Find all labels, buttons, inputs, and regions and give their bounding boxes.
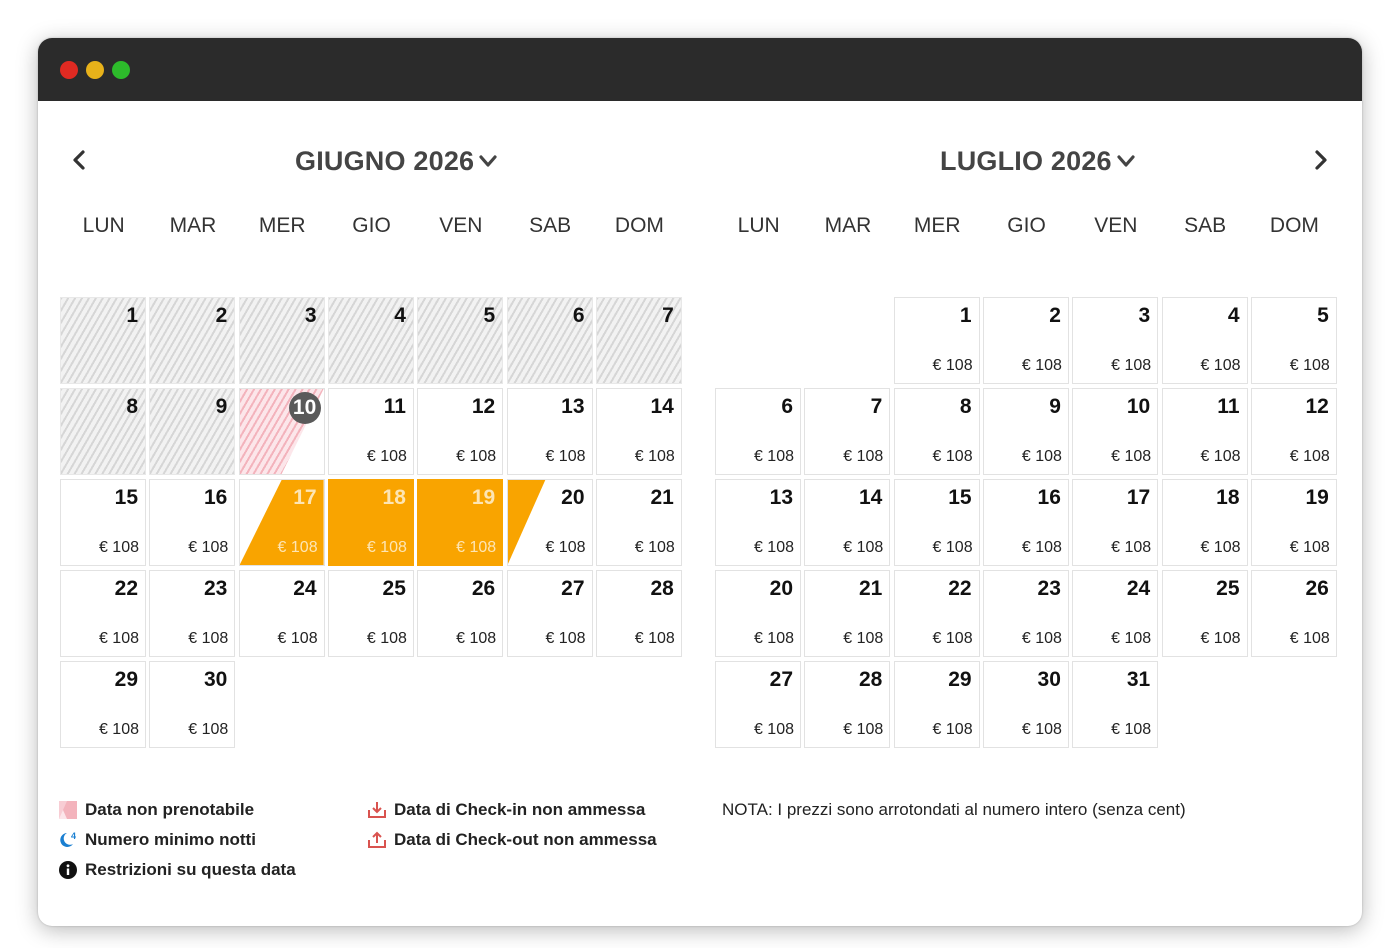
day-price: € 108 — [1289, 448, 1330, 465]
weekday-label: SAB — [1184, 214, 1227, 237]
day-number: 14 — [650, 395, 674, 418]
day-number: 16 — [1037, 486, 1061, 509]
day-cell[interactable] — [328, 297, 414, 384]
day-price: € 108 — [277, 630, 318, 647]
browser-window — [38, 38, 1362, 926]
day-number: 4 — [1227, 304, 1240, 327]
moon-icon — [58, 830, 78, 850]
day-price: € 108 — [1289, 630, 1330, 647]
day-cell[interactable] — [417, 297, 503, 384]
day-number: 24 — [1126, 577, 1151, 600]
day-number: 30 — [1037, 668, 1061, 691]
weekday-label: GIO — [352, 214, 391, 237]
day-number: 29 — [114, 668, 138, 691]
day-number: 21 — [858, 577, 883, 600]
day-number: 23 — [203, 577, 228, 600]
day-cell[interactable] — [1251, 297, 1337, 384]
day-cell[interactable] — [1162, 297, 1248, 384]
day-price: € 108 — [753, 630, 794, 647]
day-cell[interactable] — [894, 570, 980, 657]
legend-no-checkin — [367, 800, 645, 820]
day-cell[interactable] — [715, 388, 801, 475]
weekday-label: DOM — [614, 214, 664, 237]
day-cell[interactable] — [149, 297, 235, 384]
day-cell[interactable] — [983, 388, 1069, 475]
day-cell[interactable] — [804, 661, 890, 748]
month-title: GIUGNO 2026 — [295, 145, 475, 176]
day-number: 15 — [948, 486, 972, 509]
day-price: € 108 — [456, 539, 497, 556]
day-price: € 108 — [277, 539, 318, 556]
month-selector-july[interactable] — [940, 143, 1137, 179]
day-price: € 108 — [1200, 448, 1241, 465]
day-cell[interactable] — [239, 479, 325, 566]
day-price: € 108 — [1200, 357, 1241, 374]
close-window-button[interactable] — [60, 61, 78, 79]
day-number: 19 — [1305, 486, 1329, 509]
not-bookable-swatch-icon — [58, 800, 78, 820]
day-number: 6 — [781, 395, 793, 418]
day-cell[interactable] — [983, 479, 1069, 566]
weekday-label: MAR — [824, 214, 872, 237]
day-number: 12 — [1305, 395, 1329, 418]
day-cell[interactable] — [715, 479, 801, 566]
legend-label: Restrizioni su questa data — [85, 860, 296, 879]
day-price: € 108 — [188, 630, 229, 647]
day-price: € 108 — [545, 539, 586, 556]
day-cell[interactable] — [1251, 388, 1337, 475]
day-price: € 108 — [843, 448, 884, 465]
day-price: € 108 — [188, 539, 229, 556]
day-number: 20 — [561, 486, 585, 509]
day-number: 6 — [572, 304, 585, 327]
day-number: 3 — [1138, 304, 1151, 327]
day-price: € 108 — [634, 448, 675, 465]
day-cell[interactable] — [1072, 479, 1158, 566]
day-price: € 108 — [1111, 357, 1152, 374]
day-cell[interactable] — [596, 388, 682, 475]
info-icon — [58, 860, 78, 880]
weekday-label: SAB — [529, 214, 572, 237]
day-number: 7 — [870, 395, 883, 418]
weekday-header-june — [59, 214, 684, 238]
day-number: 21 — [650, 486, 674, 509]
day-cell[interactable] — [1072, 570, 1158, 657]
day-price: € 108 — [843, 539, 884, 556]
day-number: 8 — [126, 395, 138, 418]
day-cell[interactable] — [894, 388, 980, 475]
checkin-tray-icon — [367, 800, 387, 820]
day-price: € 108 — [98, 630, 139, 647]
day-cell[interactable] — [1072, 297, 1158, 384]
day-price: € 108 — [545, 448, 586, 465]
day-price: € 108 — [1111, 448, 1152, 465]
day-number: 13 — [561, 395, 585, 418]
day-number: 11 — [1217, 395, 1240, 418]
weekday-label: DOM — [1269, 214, 1319, 237]
day-price: € 108 — [545, 630, 586, 647]
month-selector-june[interactable] — [295, 143, 499, 179]
day-cell[interactable] — [596, 297, 682, 384]
day-cell[interactable] — [1072, 388, 1158, 475]
day-cell[interactable] — [804, 479, 890, 566]
price-note: NOTA: I prezzi sono arrotondati al numero intero (senza cent) — [722, 800, 1186, 819]
day-cell[interactable] — [328, 570, 414, 657]
day-number: 25 — [382, 577, 406, 600]
day-number: 1 — [959, 304, 972, 327]
day-cell[interactable] — [894, 661, 980, 748]
day-price: € 108 — [932, 721, 973, 738]
day-number: 1 — [126, 304, 138, 327]
day-cell[interactable] — [804, 570, 890, 657]
day-number: 18 — [1216, 486, 1240, 509]
day-price: € 108 — [1021, 721, 1062, 738]
day-number: 27 — [769, 668, 793, 691]
day-price: € 108 — [98, 539, 139, 556]
day-number: 23 — [1037, 577, 1061, 600]
day-price: € 108 — [366, 448, 407, 465]
day-number: 10 — [1126, 395, 1151, 418]
day-number: 25 — [1216, 577, 1240, 600]
day-number: 19 — [471, 486, 496, 509]
day-cell[interactable] — [1162, 570, 1248, 657]
day-cell[interactable] — [60, 297, 146, 384]
today-marker: 10 — [289, 392, 321, 424]
day-cell[interactable] — [328, 479, 414, 566]
day-cell[interactable] — [1251, 479, 1337, 566]
day-number: 4 — [394, 304, 406, 327]
day-price: € 108 — [843, 721, 884, 738]
day-cell[interactable] — [417, 570, 503, 657]
day-cell[interactable] — [507, 570, 593, 657]
day-cell[interactable] — [239, 297, 325, 384]
day-number: 29 — [948, 668, 972, 691]
weekday-label: VEN — [1094, 214, 1138, 237]
next-month-button[interactable] — [1305, 145, 1335, 175]
window-titlebar — [38, 38, 1362, 101]
day-number: 17 — [1126, 486, 1151, 509]
day-price: € 108 — [1021, 448, 1062, 465]
day-price: € 108 — [1021, 630, 1062, 647]
day-number: 8 — [959, 395, 972, 418]
day-number: 13 — [769, 486, 793, 509]
legend-label: Numero minimo notti — [85, 830, 256, 849]
day-price: € 108 — [1200, 539, 1241, 556]
day-price: € 108 — [456, 630, 497, 647]
legend-restrictions — [58, 860, 296, 880]
weekday-label: MER — [258, 214, 306, 237]
day-price: € 108 — [1200, 630, 1241, 647]
day-cell[interactable] — [507, 297, 593, 384]
day-cell[interactable] — [596, 479, 682, 566]
weekday-label: MAR — [169, 214, 217, 237]
chevron-down-icon — [477, 150, 499, 172]
day-number: 14 — [858, 486, 883, 509]
day-price: € 108 — [366, 630, 407, 647]
day-cell[interactable] — [149, 570, 235, 657]
weekday-label: VEN — [439, 214, 483, 237]
legend-label: Data non prenotabile — [85, 800, 255, 819]
day-cell[interactable] — [507, 388, 593, 475]
day-price: € 108 — [98, 721, 139, 738]
day-number: 31 — [1126, 668, 1151, 691]
day-price: € 108 — [1021, 539, 1062, 556]
calendar-widget — [38, 101, 1362, 926]
day-cell[interactable] — [60, 479, 146, 566]
day-price: € 108 — [1289, 539, 1330, 556]
day-number: 12 — [471, 395, 496, 418]
day-price: € 108 — [932, 630, 973, 647]
day-cell[interactable] — [804, 388, 890, 475]
chevron-left-icon — [65, 145, 95, 175]
day-number: 3 — [304, 304, 317, 327]
chevron-right-icon — [1305, 145, 1335, 175]
day-cell[interactable] — [983, 297, 1069, 384]
day-number: 20 — [769, 577, 793, 600]
day-number: 30 — [203, 668, 228, 691]
weekday-label: LUN — [82, 214, 125, 237]
day-price: € 108 — [1021, 357, 1062, 374]
day-cell[interactable] — [507, 479, 593, 566]
day-number: 17 — [293, 486, 317, 509]
day-cell[interactable] — [715, 570, 801, 657]
day-number: 18 — [382, 486, 406, 509]
day-number: 22 — [114, 577, 138, 600]
day-cell[interactable] — [149, 661, 235, 748]
day-cell[interactable] — [894, 479, 980, 566]
legend-label: Data di Check-in non ammessa — [394, 800, 646, 819]
day-number: 27 — [561, 577, 585, 600]
day-cell[interactable] — [239, 388, 325, 475]
day-price: € 108 — [932, 357, 973, 374]
day-number: 2 — [215, 304, 228, 327]
legend-min-nights — [58, 830, 256, 850]
minimize-window-button[interactable] — [86, 61, 104, 79]
day-number: 16 — [203, 486, 228, 509]
day-number: 15 — [114, 486, 138, 509]
day-number: 2 — [1049, 304, 1061, 327]
weekday-label: LUN — [737, 214, 780, 237]
legend-no-checkout — [367, 830, 657, 850]
day-cell[interactable] — [149, 479, 235, 566]
chevron-down-icon — [1115, 150, 1137, 172]
day-price: € 108 — [932, 448, 973, 465]
day-price: € 108 — [1111, 721, 1152, 738]
day-cell[interactable] — [983, 570, 1069, 657]
day-price: € 108 — [753, 721, 794, 738]
day-cell[interactable] — [894, 297, 980, 384]
day-price: € 108 — [753, 539, 794, 556]
day-price: € 108 — [456, 448, 497, 465]
day-number: 26 — [1305, 577, 1329, 600]
day-price: € 108 — [843, 630, 884, 647]
day-cell[interactable] — [417, 479, 503, 566]
day-cell[interactable] — [328, 388, 414, 475]
day-price: € 108 — [366, 539, 407, 556]
weekday-label: GIO — [1007, 214, 1046, 237]
day-cell[interactable] — [417, 388, 503, 475]
weekday-header-july — [714, 214, 1339, 238]
day-price: € 108 — [932, 539, 973, 556]
legend-label: Data di Check-out non ammessa — [394, 830, 657, 849]
day-price: € 108 — [1111, 539, 1152, 556]
day-number: 9 — [1049, 395, 1061, 418]
weekday-label: MER — [913, 214, 961, 237]
day-number: 26 — [471, 577, 496, 600]
day-cell[interactable] — [1251, 570, 1337, 657]
month-title: LUGLIO 2026 — [940, 145, 1112, 176]
day-number: 24 — [293, 577, 317, 600]
day-cell[interactable] — [1072, 661, 1158, 748]
day-cell[interactable] — [983, 661, 1069, 748]
day-number: 7 — [662, 304, 674, 327]
day-number: 11 — [383, 395, 406, 418]
checkout-tray-icon — [367, 830, 387, 850]
day-number: 28 — [650, 577, 674, 600]
day-price: € 108 — [1111, 630, 1152, 647]
legend-not-bookable — [58, 800, 254, 820]
day-cell[interactable] — [715, 661, 801, 748]
day-cell[interactable] — [60, 570, 146, 657]
day-price: € 108 — [753, 448, 794, 465]
day-price: € 108 — [634, 630, 675, 647]
day-price: € 108 — [634, 539, 675, 556]
day-number: 22 — [948, 577, 972, 600]
day-number: 5 — [483, 304, 496, 327]
day-cell[interactable] — [596, 570, 682, 657]
maximize-window-button[interactable] — [112, 61, 130, 79]
day-price: € 108 — [1289, 357, 1330, 374]
svg-text:4: 4 — [71, 831, 77, 841]
day-price: € 108 — [188, 721, 229, 738]
day-number: 5 — [1317, 304, 1329, 327]
day-cell[interactable] — [60, 661, 146, 748]
day-cell[interactable] — [1162, 479, 1248, 566]
day-cell[interactable] — [1162, 388, 1248, 475]
day-cell[interactable] — [60, 388, 146, 475]
prev-month-button[interactable] — [65, 145, 95, 175]
day-number: 28 — [858, 668, 883, 691]
day-cell[interactable] — [239, 570, 325, 657]
day-number: 9 — [215, 395, 228, 418]
day-cell[interactable] — [149, 388, 235, 475]
